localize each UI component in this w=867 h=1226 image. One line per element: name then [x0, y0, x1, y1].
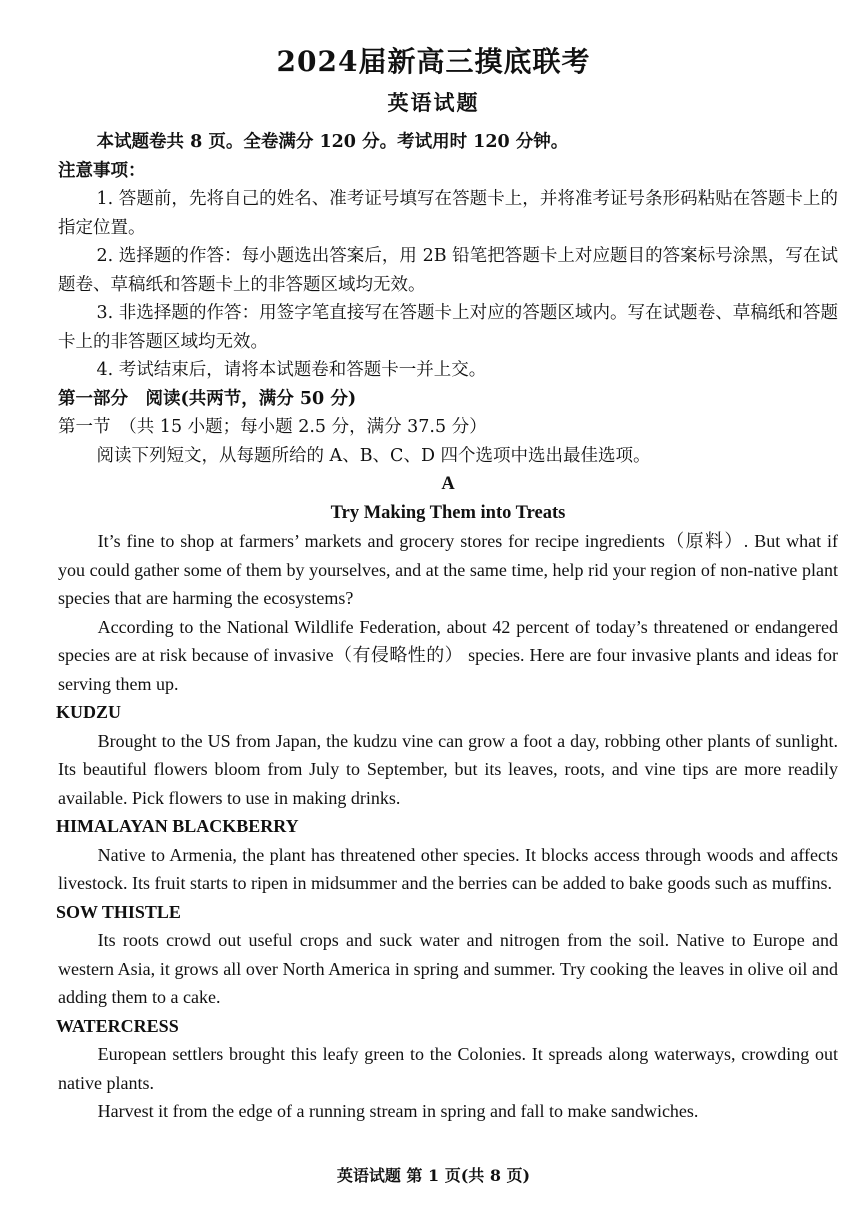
page-body [58, 128, 838, 1126]
passage-letter: A [441, 474, 455, 494]
notes-heading: 注意事项： [58, 160, 146, 181]
section-paragraph-blackberry: Native to Armenia, the plant has threatened other species. It blocks access through woods and affects livestock. Its fruit starts to ripen in midsummer and the berries can be added to bake goods such as muffins. [58, 844, 838, 893]
section-heading-sow-thistle: SOW THISTLE [56, 901, 181, 922]
section-paragraph-kudzu: Brought to the US from Japan, the kudzu vine can grow a foot a day, robbing other plants of sunlight. Its beautiful flowers bloom from July to September, but its leaves, roots, and vine tips are more readily available. Pick flowers to use in making drinks. [58, 730, 838, 808]
note-item-3: 3. 非选择题的作答：用签字笔直接写在答题卡上对应的答题区域内。写在试题卷、草稿纸和答题卡上的非答题区域均无效。 [58, 303, 838, 352]
passage-title: Try Making Them into Treats [330, 502, 566, 523]
section-paragraph-watercress-2: Harvest it from the edge of a running stream in spring and fall to make sandwiches. [97, 1101, 699, 1121]
section-heading-watercress: WATERCRESS [56, 1015, 179, 1036]
intro-paragraph-2: According to the National Wildlife Federation, about 42 percent of today’s threatened or endangered species are at risk because of invasive（有侵略性的） species. Here are four invasive plants and ideas for serving them up. [58, 616, 838, 694]
note-item-2: 2. 选择题的作答：每小题选出答案后，用 2B 铅笔把答题卡上对应题目的答案标号涂黑，写在试题卷、草稿纸和答题卡上的非答题区域均无效。 [58, 246, 838, 295]
section-heading-kudzu: KUDZU [56, 702, 122, 722]
section-paragraph-watercress-1: European settlers brought this leafy green to the Colonies. It spreads along waterways, crowding out native plants. [58, 1044, 838, 1093]
intro-paragraph-1: It’s fine to shop at farmers’ markets and grocery stores for recipe ingredients（原料）. But what if you could gather some of them by yourselves, and at the same time, help rid your region of non-native plant species that are harming the ecosystems? [58, 531, 838, 608]
part-title: 第一部分 阅读(共两节，满分 50 分) [58, 388, 357, 409]
instruction: 阅读下列短文，从每题所给的 A、B、C、D 四个选项中选出最佳选项。 [96, 445, 651, 466]
note-item-4: 4. 考试结束后，请将本试题卷和答题卡一并上交。 [96, 360, 487, 380]
section-paragraph-sow-thistle: Its roots crowd out useful crops and suck water and nitrogen from the soil. Native to Europe and western Asia, it grows all over North America in spring and summer. Try cooking the leaves in olive oil and adding them to a cake. [58, 930, 838, 1007]
page-footer: 英语试题 第 1 页(共 8 页) [336, 1166, 531, 1185]
subject-title: 英语试题 [387, 90, 480, 115]
section-heading-blackberry: HIMALAYAN BLACKBERRY [56, 816, 299, 836]
exam-info: 本试题卷共 8 页。全卷满分 120 分。考试用时 120 分钟。 [96, 132, 569, 152]
exam-title: 2024届新高三摸底联考 [276, 45, 591, 78]
section-title: 第一节 （共 15 小题；每小题 2.5 分，满分 37.5 分） [58, 417, 487, 437]
note-item-1: 1. 答题前，先将自己的姓名、准考证号填写在答题卡上，并将准考证号条形码粘贴在答题卡上的指定位置。 [58, 189, 838, 238]
